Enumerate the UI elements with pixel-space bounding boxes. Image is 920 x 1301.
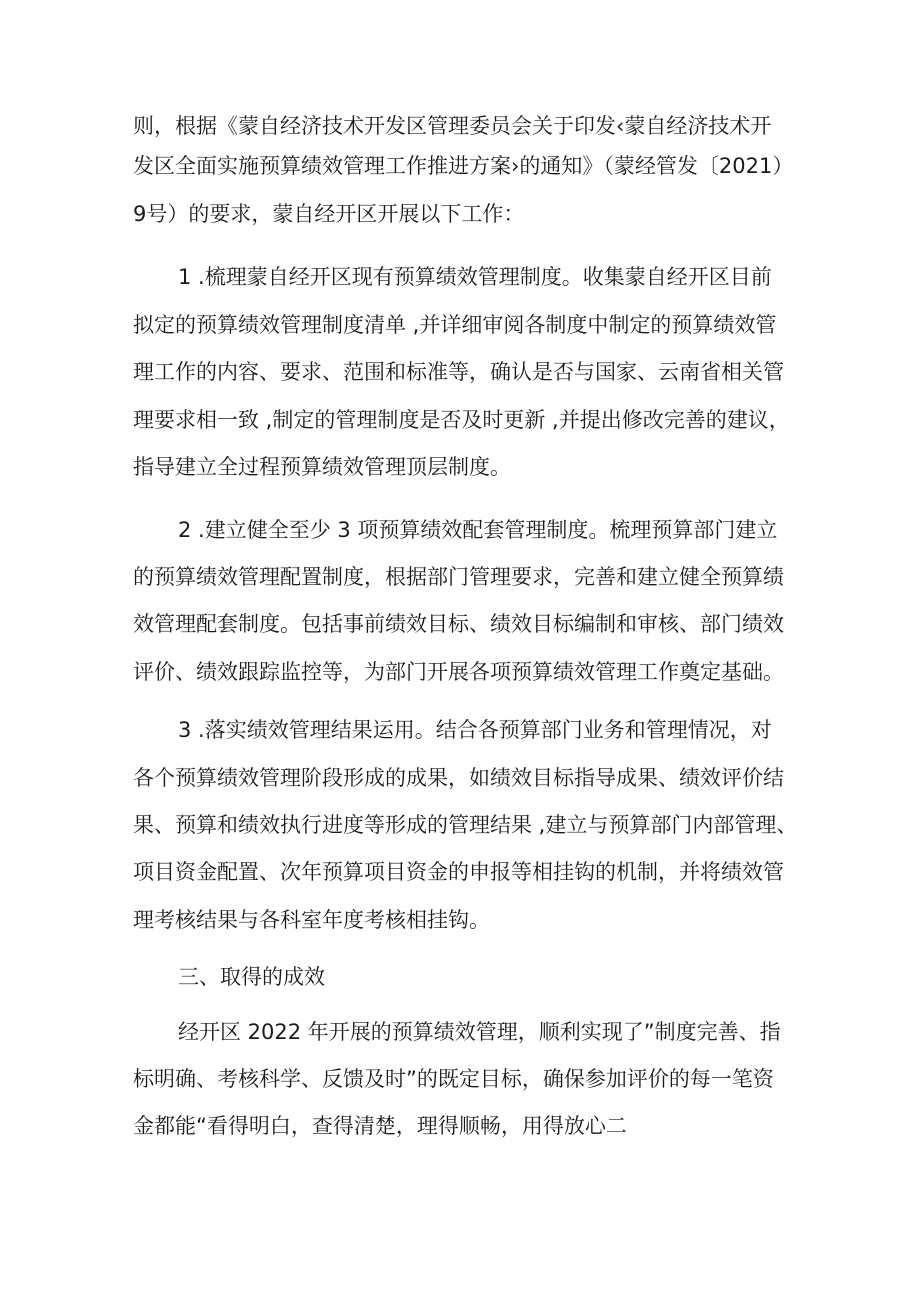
item-1-line-3: 理工作的内容、要求、范围和标准等，确认是否与国家、云南省相关管 — [133, 360, 784, 384]
results-line-2: 标明确、考核科学、反馈及时”的既定目标，确保参加评价的每一笔资 — [133, 1067, 774, 1091]
item-3-line-5: 理考核结果与各科室年度考核相挂钩。 — [133, 908, 490, 932]
item-1-line-2: 拟定的预算绩效管理制度清单 ,并详细审阅各制度中制定的预算绩效管 — [133, 313, 777, 337]
item-2-line-4: 评价、绩效跟踪监控等，为部门开展各项预算绩效管理工作奠定基础。 — [133, 660, 784, 684]
item-1-line-1: 1 .梳理蒙自经开区现有预算绩效管理制度。收集蒙自经开区目前 — [178, 265, 772, 289]
item-1-line-5: 指导建立全过程预算绩效管理顶层制度。 — [133, 455, 511, 479]
intro-line-2: 发区全面实施预算绩效管理工作推进方案›的通知》（蒙经管发〔2021） — [133, 154, 794, 178]
item-2-line-3: 效管理配套制度。包括事前绩效目标、绩效目标编制和审核、部门绩效 — [133, 612, 784, 636]
item-2-line-1: 2 .建立健全至少 3 项预算绩效配套管理制度。梳理预算部门建立 — [178, 518, 778, 542]
section-heading: 三、取得的成效 — [178, 965, 325, 989]
intro-line-1: 则，根据《蒙自经济技术开发区管理委员会关于印发‹蒙自经济技术开 — [133, 114, 772, 138]
item-3-line-2: 各个预算绩效管理阶段形成的成果，如绩效目标指导成果、绩效评价结 — [133, 766, 784, 790]
item-2-line-2: 的预算绩效管理配置制度，根据部门管理要求，完善和建立健全预算绩 — [133, 565, 784, 589]
results-line-3: 金都能“看得明白，查得清楚，理得顺畅，用得放心二 — [133, 1114, 627, 1138]
results-line-1: 经开区 2022 年开展的预算绩效管理，顺利实现了”制度完善、指 — [178, 1020, 781, 1044]
item-3-line-4: 项目资金配置、次年预算项目资金的申报等相挂钩的机制，并将绩效管 — [133, 860, 784, 884]
item-1-line-4: 理要求相一致 ,制定的管理制度是否及时更新 ,并提出修改完善的建议， — [133, 408, 790, 432]
item-3-line-3: 果、预算和绩效执行进度等形成的管理结果 ,建立与预算部门内部管理、 — [133, 813, 798, 837]
item-3-line-1: 3 .落实绩效管理结果运用。结合各预算部门业务和管理情况，对 — [178, 718, 772, 742]
intro-line-3: 9号）的要求，蒙自经开区开展以下工作： — [133, 202, 525, 226]
